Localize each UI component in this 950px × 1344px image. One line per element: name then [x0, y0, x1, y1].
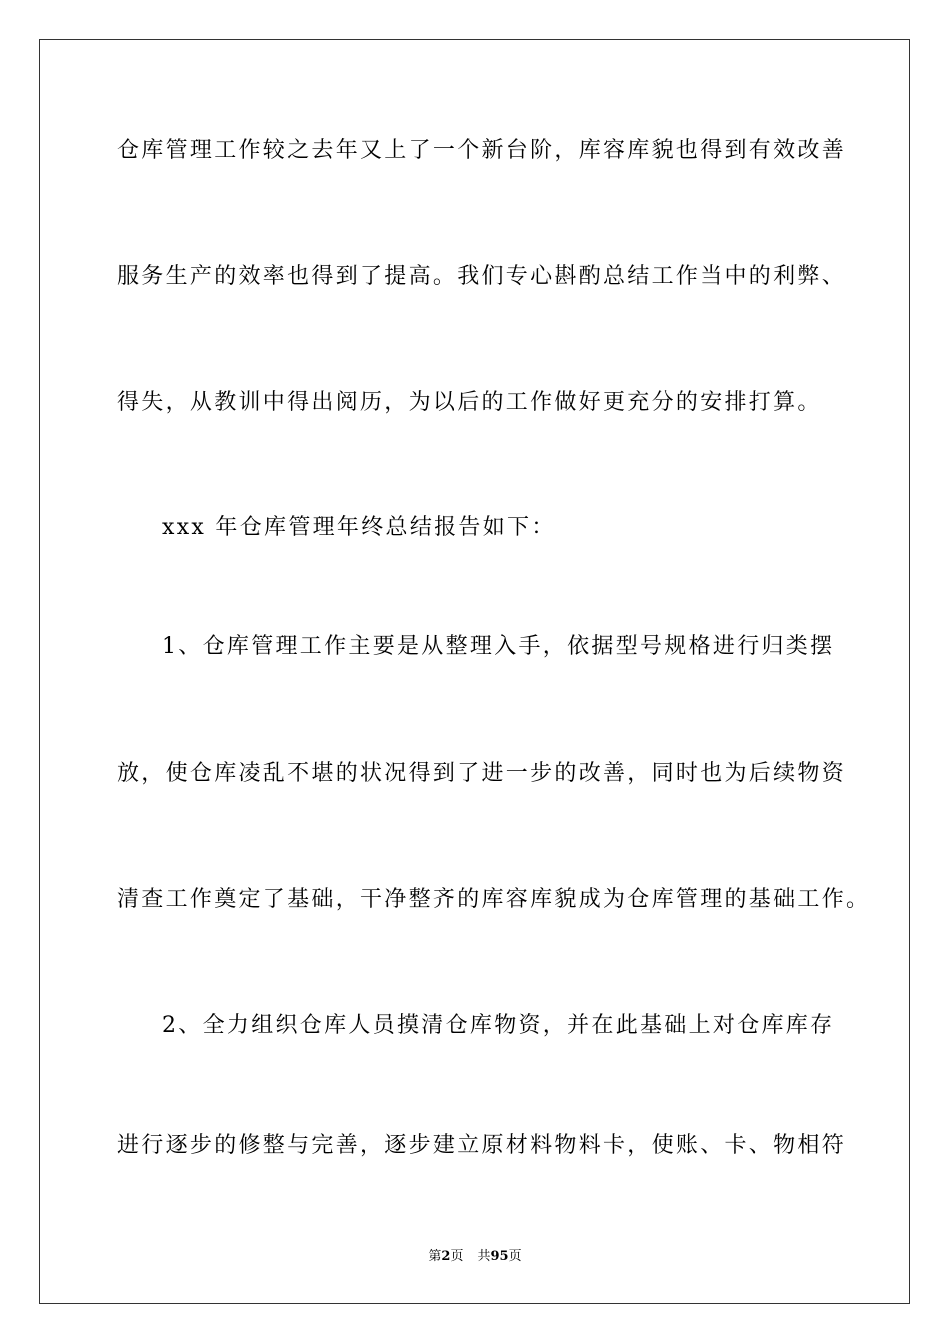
- footer-page-suffix: 页: [450, 1249, 464, 1264]
- page-frame: [39, 39, 910, 1304]
- footer-page-number: 2: [441, 1249, 451, 1264]
- footer-total-pages: 95: [490, 1249, 509, 1264]
- item-2-line-2: 进行逐步的修整与完善，逐步建立原材料物料卡，使账、卡、物相符: [117, 1133, 847, 1158]
- item-2-line-1: 2、全力组织仓库人员摸清仓库物资，并在此基础上对仓库库存: [162, 1013, 835, 1038]
- body-line-1: 仓库管理工作较之去年又上了一个新台阶，库容库貌也得到有效改善: [117, 138, 847, 163]
- body-line-2: 服务生产的效率也得到了提高。我们专心斟酌总结工作当中的利弊、: [117, 264, 847, 289]
- section-heading: xxx 年仓库管理年终总结报告如下：: [162, 515, 556, 540]
- body-line-3: 得失，从教训中得出阅历，为以后的工作做好更充分的安排打算。: [117, 390, 822, 415]
- footer-total-prefix: 共: [477, 1249, 491, 1264]
- footer-total-suffix: 页: [508, 1249, 522, 1264]
- page-footer: [0, 1249, 950, 1265]
- item-1-line-2: 放，使仓库凌乱不堪的状况得到了进一步的改善，同时也为后续物资: [117, 761, 847, 786]
- item-1-line-3: 清查工作奠定了基础，干净整齐的库容库貌成为仓库管理的基础工作。: [117, 887, 871, 912]
- item-1-line-1: 1、仓库管理工作主要是从整理入手，依据型号规格进行归类摆: [162, 634, 835, 659]
- footer-page-prefix: 第: [428, 1249, 442, 1264]
